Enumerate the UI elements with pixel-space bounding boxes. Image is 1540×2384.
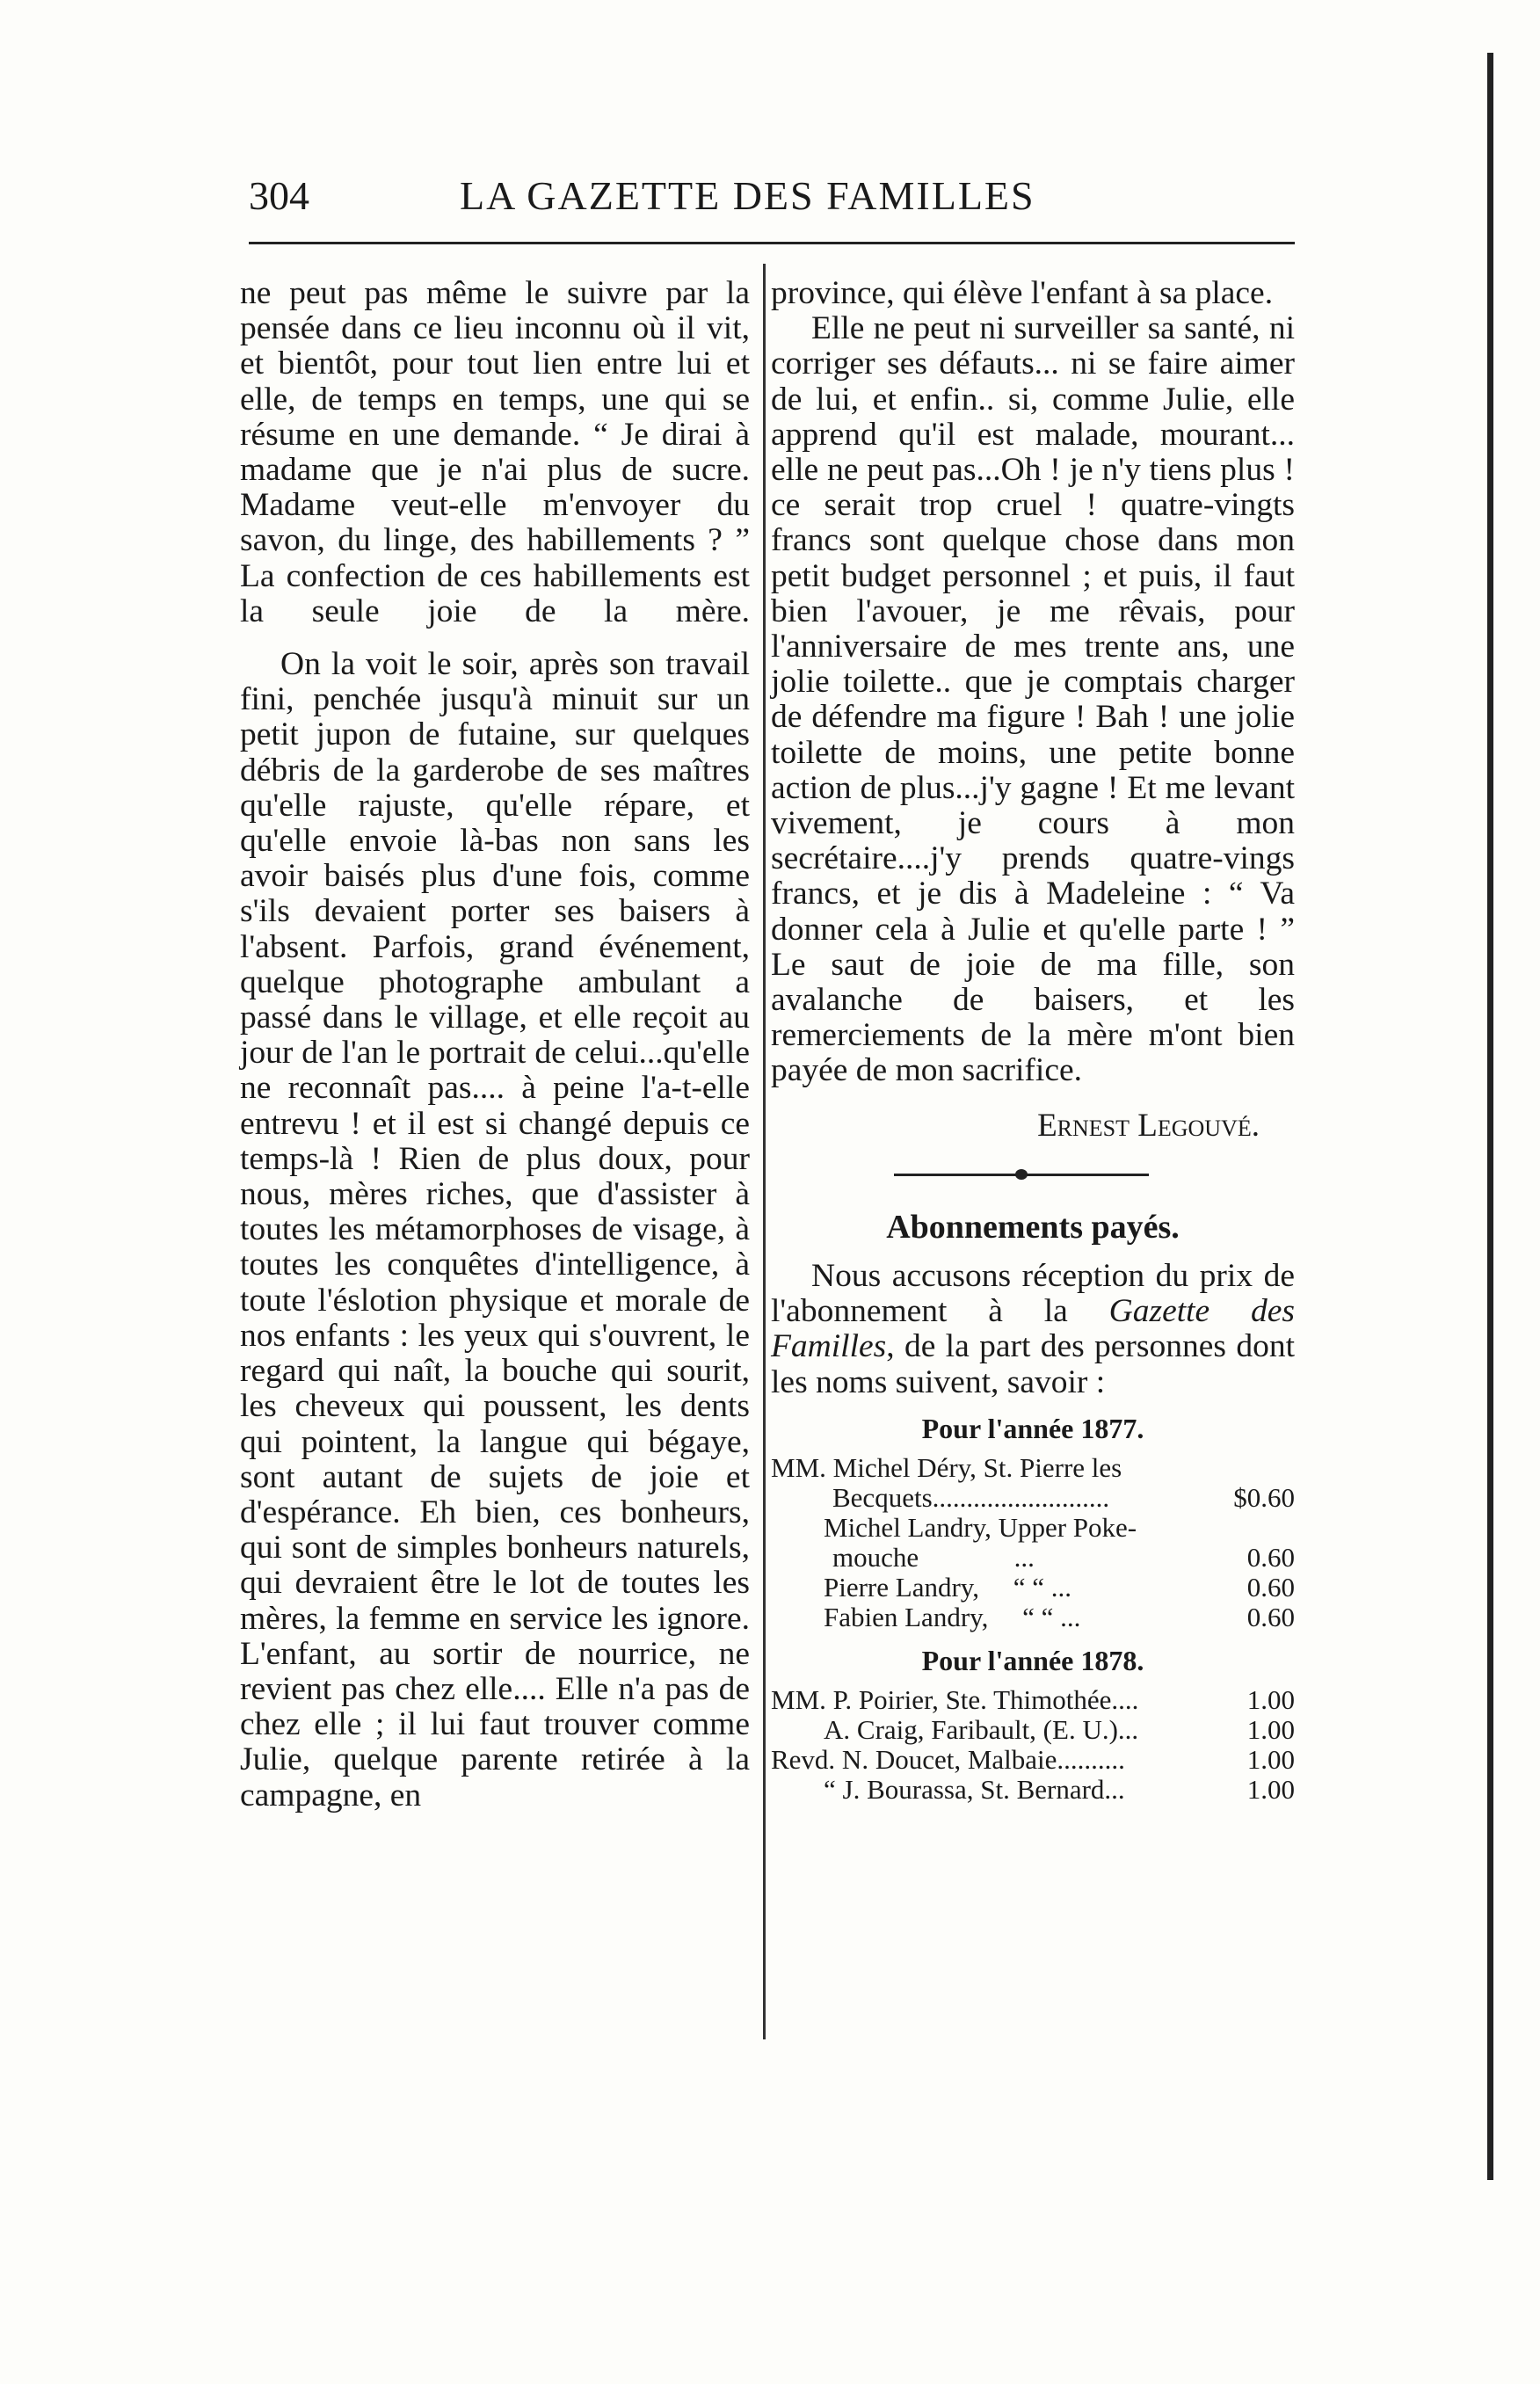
header-rule [249, 242, 1295, 244]
column-divider [763, 264, 766, 2039]
list-item: MM. Michel Déry, St. Pierre les Becquets.......................... $0.60 [771, 1452, 1295, 1514]
page-edge-bar [1487, 53, 1493, 2180]
list-item: Revd. N. Doucet, Malbaie.......... 1.00 [771, 1744, 1295, 1776]
amount: 0.60 [1246, 1542, 1295, 1574]
list-item: A. Craig, Faribault, (E. U.)... 1.00 [824, 1714, 1295, 1746]
year-title-1878: Pour l'année 1878. [921, 1645, 1144, 1677]
amount: 0.60 [1246, 1572, 1295, 1603]
section-intro: Nous accusons réception du prix de l'abonnement à la Gazette des Familles, de la part des personnes dont les noms suivent, savoir : [771, 1258, 1296, 1400]
paragraph: Elle ne peut ni surveiller sa santé, ni corriger ses défauts... ni se faire aimer de lui, et enfin.. si, comme Julie, elle apprend qu'il est malade, mourant... elle ne peut pas...Oh ! je n'y tiens plus ! ce serait trop cruel ! quatre-vingts francs sont quelque chose dans mon petit budget personnel ; et puis, il faut bien l'avouer, je me rêvais, pour l'anniversaire de mes trente ans, une jolie toilette.. que je comptais charger de défendre ma figure ! Bah ! une jolie toilette de moins, une petite bonne action de plus...j'y gagne ! Et me levant vivement, je cours à mon secrétaire....j'y prends quatre-vings francs, et je dis à Madeleine : “ Va donner cela à Julie et qu'elle parte ! ” Le saut de joie de ma fille, son avalanche de baisers, et les remerciements de la mère m'ont bien payée de mon sacrifice. [771, 310, 1295, 1089]
section-title: Abonnements payés. [886, 1208, 1180, 1246]
paragraph: ne peut pas même le suivre par la pensée dans ce lieu inconnu où il vit, et bientôt, pour tout lien entre lui et elle, de temps en temps, une qui se résume en une demande. “ Je dirai à madame que je n'ai plus de sucre. Madame veut-elle m'envoyer du savon, du linge, des habillements ? ” La confection de ces habillements est la seule joie de la mère. [240, 275, 750, 629]
amount: $0.60 [1233, 1482, 1295, 1514]
year-title-1877: Pour l'année 1877. [921, 1412, 1144, 1444]
page-header [249, 172, 1304, 234]
signature: Ernest Legouvé. [1037, 1107, 1260, 1144]
subscriber-list-1878 [771, 1685, 1295, 1805]
gazette-title: Gazette des Familles [771, 1293, 1296, 1365]
running-title: LA GAZETTE DES FAMILLES [460, 173, 1035, 218]
subscriber-list-1877 [771, 1453, 1295, 1632]
paragraph: province, qui élève l'enfant à sa place. [771, 275, 1274, 311]
ornamental-rule [894, 1174, 1149, 1176]
amount: 1.00 [1246, 1684, 1295, 1716]
amount: 0.60 [1246, 1602, 1295, 1633]
paragraph: On la voit le soir, après son travail fini, penchée jusqu'à minuit sur un petit jupon de futaine, sur quelques débris de la garderobe de ses maîtres qu'elle rajuste, qu'elle répare, et qu'elle envoie là-bas non sans les avoir baisés plus d'une fois, comme s'ils devaient porter ses baisers à l'absent. Parfois, grand événement, quelque photographe ambulant a passé dans le village, et elle reçoit au jour de l'an le portrait de celui...qu'elle ne reconnaît pas.... à peine l'a-t-elle entrevu ! et il est si changé depuis ce temps-là ! Rien de plus doux, pour nous, mères riches, que d'assister à toutes les métamorphoses de visage, à toutes les conquêtes d'intelligence, à toute l'éslotion physique et morale de nos enfants : les yeux qui s'ouvrent, le regard qui naît, la bouche qui sourit, les cheveux qui poussent, les dents qui pointent, la langue qui bégaye, sont autant de sujets de joie et d'espérance. Eh bien, ces bonheurs, qui sont de simples bonheurs naturels, qui devraient être le lot de toutes les mères, la femme en service les ignore. L'enfant, au sortir de nourrice, ne revient pas chez elle.... Elle n'a pas de chez elle ; il lui faut trouver comme Julie, quelque parente retirée à la campagne, en [240, 646, 750, 1813]
page-number: 304 [249, 173, 309, 218]
list-item: Michel Landry, Upper Poke- mouche ... 0.60 [824, 1512, 1295, 1574]
list-item: MM. P. Poirier, Ste. Thimothée.... 1.00 [771, 1684, 1295, 1716]
list-item: “ J. Bourassa, St. Bernard... 1.00 [824, 1774, 1295, 1806]
left-column [240, 276, 750, 1813]
amount: 1.00 [1246, 1744, 1295, 1776]
right-column [771, 276, 1295, 1805]
amount: 1.00 [1246, 1714, 1295, 1746]
list-item: Pierre Landry, “ “ ... 0.60 [824, 1572, 1295, 1603]
list-item: Fabien Landry, “ “ ... 0.60 [824, 1602, 1295, 1633]
amount: 1.00 [1246, 1774, 1295, 1806]
